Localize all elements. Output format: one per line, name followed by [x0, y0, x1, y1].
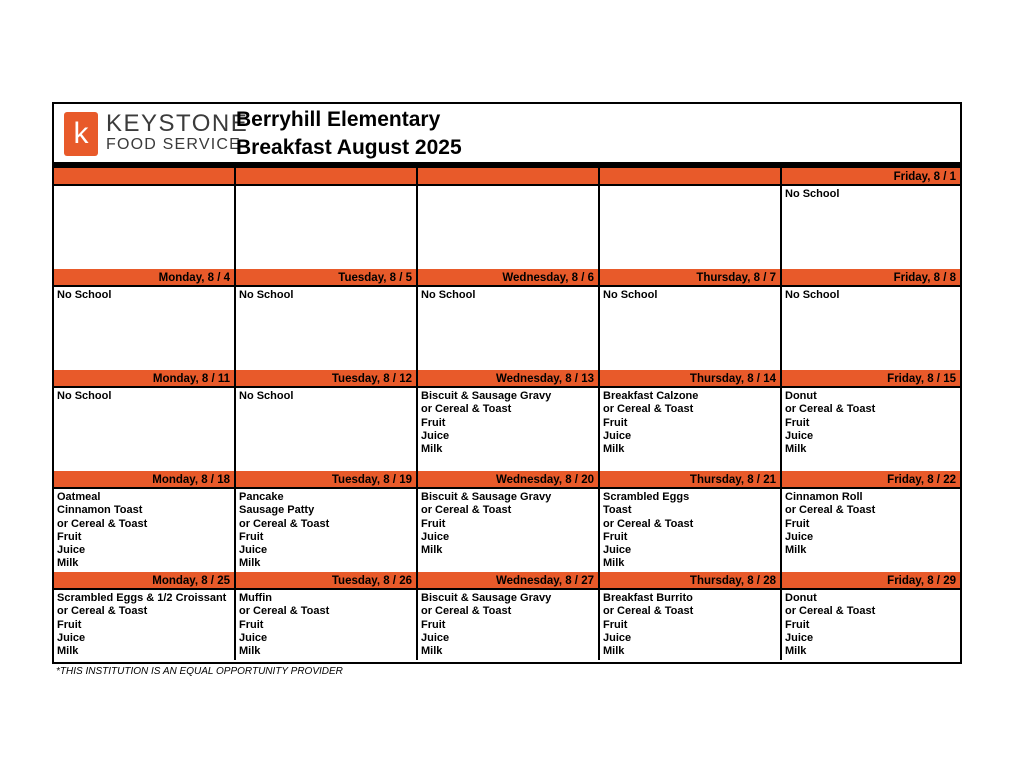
menu-item: or Cereal & Toast: [603, 605, 694, 618]
menu-title: Breakfast August 2025: [236, 136, 462, 159]
menu-item: Milk: [785, 645, 807, 658]
day-menu-items: [782, 489, 960, 572]
menu-item: Milk: [239, 645, 261, 658]
menu-item: Donut: [785, 390, 817, 402]
menu-item: Oatmeal: [57, 491, 101, 503]
logo-wordmark-top: KEYSTONE: [106, 110, 249, 137]
day-header: Thursday, 8 / 28: [600, 572, 780, 590]
day-menu-items: [418, 489, 598, 572]
day-cell: [418, 572, 600, 660]
day-cell: [418, 168, 600, 269]
day-cell: [54, 471, 236, 572]
keystone-logo-icon: [64, 112, 98, 156]
menu-item: Milk: [57, 557, 79, 570]
menu-item: Sausage Patty: [239, 504, 315, 517]
day-menu-items: [54, 287, 234, 370]
menu-item: Muffin: [239, 592, 272, 604]
menu-item: Toast: [603, 504, 632, 517]
day-header: Monday, 8 / 25: [54, 572, 234, 590]
day-header: Wednesday, 8 / 13: [418, 370, 598, 388]
menu-item: or Cereal & Toast: [785, 403, 876, 416]
day-header: Tuesday, 8 / 19: [236, 471, 416, 489]
menu-item: Juice: [57, 631, 86, 644]
day-cell: [236, 370, 418, 471]
menu-item: or Cereal & Toast: [785, 605, 876, 618]
day-cell: [236, 572, 418, 660]
menu-item: Milk: [785, 443, 807, 456]
menu-item: Milk: [603, 645, 625, 658]
menu-item: Juice: [239, 544, 268, 557]
day-header: Monday, 8 / 4: [54, 269, 234, 287]
day-menu-items: [782, 590, 960, 660]
day-header: [600, 168, 780, 186]
menu-item: Juice: [603, 544, 632, 557]
day-cell: [782, 269, 960, 370]
day-cell: [418, 471, 600, 572]
menu-item: No School: [421, 289, 476, 301]
day-cell: [782, 572, 960, 660]
day-menu-items: [600, 287, 780, 370]
day-header: Wednesday, 8 / 20: [418, 471, 598, 489]
menu-item: or Cereal & Toast: [421, 504, 512, 517]
day-header: Tuesday, 8 / 5: [236, 269, 416, 287]
menu-item: Biscuit & Sausage Gravy: [421, 390, 552, 402]
menu-item: Juice: [603, 631, 632, 644]
menu-item: Milk: [239, 557, 261, 570]
menu-item: Fruit: [785, 517, 810, 530]
day-menu-items: [236, 287, 416, 370]
day-header: [236, 168, 416, 186]
day-cell: [600, 471, 782, 572]
day-cell: [236, 168, 418, 269]
menu-item: Fruit: [785, 416, 810, 429]
day-header: Thursday, 8 / 14: [600, 370, 780, 388]
menu-item: Juice: [421, 631, 450, 644]
day-header: Monday, 8 / 18: [54, 471, 234, 489]
calendar-week: [54, 269, 960, 370]
menu-item: or Cereal & Toast: [421, 605, 512, 618]
menu-calendar: [52, 102, 962, 664]
menu-item: Fruit: [57, 618, 82, 631]
day-menu-items: [600, 388, 780, 471]
day-menu-items: [418, 388, 598, 471]
menu-item: Juice: [603, 429, 632, 442]
day-header: [54, 168, 234, 186]
menu-item: Juice: [57, 544, 86, 557]
day-header: Wednesday, 8 / 27: [418, 572, 598, 590]
day-menu-items: [600, 590, 780, 660]
menu-item: Breakfast Calzone: [603, 390, 699, 402]
menu-item: No School: [603, 289, 658, 301]
menu-item: No School: [239, 390, 294, 402]
menu-item: No School: [239, 289, 294, 301]
menu-header: [54, 104, 960, 162]
day-cell: [418, 370, 600, 471]
menu-item: or Cereal & Toast: [785, 504, 876, 517]
menu-item: or Cereal & Toast: [239, 517, 330, 530]
menu-item: Milk: [785, 544, 807, 557]
menu-item: Fruit: [421, 618, 446, 631]
day-header: [418, 168, 598, 186]
menu-item: or Cereal & Toast: [239, 605, 330, 618]
day-menu-items: [236, 489, 416, 572]
day-header: Friday, 8 / 8: [782, 269, 960, 287]
menu-item: Juice: [785, 631, 814, 644]
day-header: Friday, 8 / 1: [782, 168, 960, 186]
calendar-week: [54, 471, 960, 572]
day-header: Friday, 8 / 15: [782, 370, 960, 388]
menu-item: Milk: [421, 443, 443, 456]
school-name: Berryhill Elementary: [236, 108, 441, 131]
day-cell: [600, 168, 782, 269]
menu-item: Milk: [603, 443, 625, 456]
menu-item: or Cereal & Toast: [421, 403, 512, 416]
menu-item: Fruit: [239, 618, 264, 631]
menu-item: Fruit: [603, 618, 628, 631]
day-menu-items: [782, 388, 960, 471]
logo-mark: k: [73, 117, 89, 150]
menu-item: or Cereal & Toast: [57, 517, 148, 530]
menu-item: Juice: [421, 530, 450, 543]
day-menu-items: [54, 489, 234, 572]
menu-item: or Cereal & Toast: [57, 605, 148, 618]
menu-item: Pancake: [239, 491, 284, 503]
day-header: Tuesday, 8 / 12: [236, 370, 416, 388]
day-header: Thursday, 8 / 7: [600, 269, 780, 287]
menu-item: Milk: [603, 557, 625, 570]
day-menu-items: [418, 186, 598, 269]
day-cell: [600, 269, 782, 370]
menu-item: Milk: [421, 645, 443, 658]
day-menu-items: [236, 590, 416, 660]
day-menu-items: [54, 186, 234, 269]
day-cell: [782, 370, 960, 471]
menu-item: Fruit: [785, 618, 810, 631]
equal-opportunity-notice: *THIS INSTITUTION IS AN EQUAL OPPORTUNITY PROVIDER: [56, 666, 343, 677]
day-header: Monday, 8 / 11: [54, 370, 234, 388]
day-cell: [418, 269, 600, 370]
menu-item: Cinnamon Roll: [785, 491, 863, 503]
day-cell: [54, 269, 236, 370]
day-cell: [600, 370, 782, 471]
menu-item: No School: [57, 390, 112, 402]
day-header: Friday, 8 / 22: [782, 471, 960, 489]
day-cell: [236, 471, 418, 572]
calendar-week: [54, 370, 960, 471]
menu-item: No School: [785, 188, 840, 200]
day-menu-items: [782, 186, 960, 269]
menu-item: Fruit: [603, 416, 628, 429]
day-menu-items: [54, 590, 234, 660]
menu-item: No School: [785, 289, 840, 301]
menu-item: Juice: [785, 429, 814, 442]
day-menu-items: [600, 489, 780, 572]
day-cell: [236, 269, 418, 370]
day-cell: [600, 572, 782, 660]
menu-item: Fruit: [421, 416, 446, 429]
day-cell: [782, 168, 960, 269]
calendar-week: [54, 572, 960, 660]
day-menu-items: [418, 287, 598, 370]
menu-item: or Cereal & Toast: [603, 517, 694, 530]
menu-item: Juice: [785, 530, 814, 543]
menu-item: Fruit: [57, 530, 82, 543]
menu-item: Biscuit & Sausage Gravy: [421, 491, 552, 503]
menu-item: Cinnamon Toast: [57, 504, 143, 517]
menu-item: Milk: [421, 544, 443, 557]
menu-item: Fruit: [421, 517, 446, 530]
day-header: Friday, 8 / 29: [782, 572, 960, 590]
menu-item: Scrambled Eggs: [603, 491, 690, 503]
menu-item: Fruit: [603, 530, 628, 543]
day-cell: [54, 370, 236, 471]
day-menu-items: [236, 388, 416, 471]
calendar-week: [54, 168, 960, 269]
day-header: Tuesday, 8 / 26: [236, 572, 416, 590]
menu-item: Juice: [239, 631, 268, 644]
day-cell: [782, 471, 960, 572]
menu-item: Donut: [785, 592, 817, 604]
menu-item: No School: [57, 289, 112, 301]
menu-item: or Cereal & Toast: [603, 403, 694, 416]
menu-item: Milk: [57, 645, 79, 658]
day-header: Wednesday, 8 / 6: [418, 269, 598, 287]
menu-item: Breakfast Burrito: [603, 592, 693, 604]
day-menu-items: [236, 186, 416, 269]
day-cell: [54, 168, 236, 269]
calendar-grid: [54, 168, 960, 660]
day-header: Thursday, 8 / 21: [600, 471, 780, 489]
logo-wordmark-bottom: FOOD SERVICE: [106, 136, 242, 153]
menu-item: Biscuit & Sausage Gravy: [421, 592, 552, 604]
day-menu-items: [54, 388, 234, 471]
day-cell: [54, 572, 236, 660]
menu-item: Juice: [421, 429, 450, 442]
day-menu-items: [782, 287, 960, 370]
day-menu-items: [418, 590, 598, 660]
day-menu-items: [600, 186, 780, 269]
menu-item: Fruit: [239, 530, 264, 543]
menu-item: Scrambled Eggs & 1/2 Croissant: [57, 592, 227, 604]
